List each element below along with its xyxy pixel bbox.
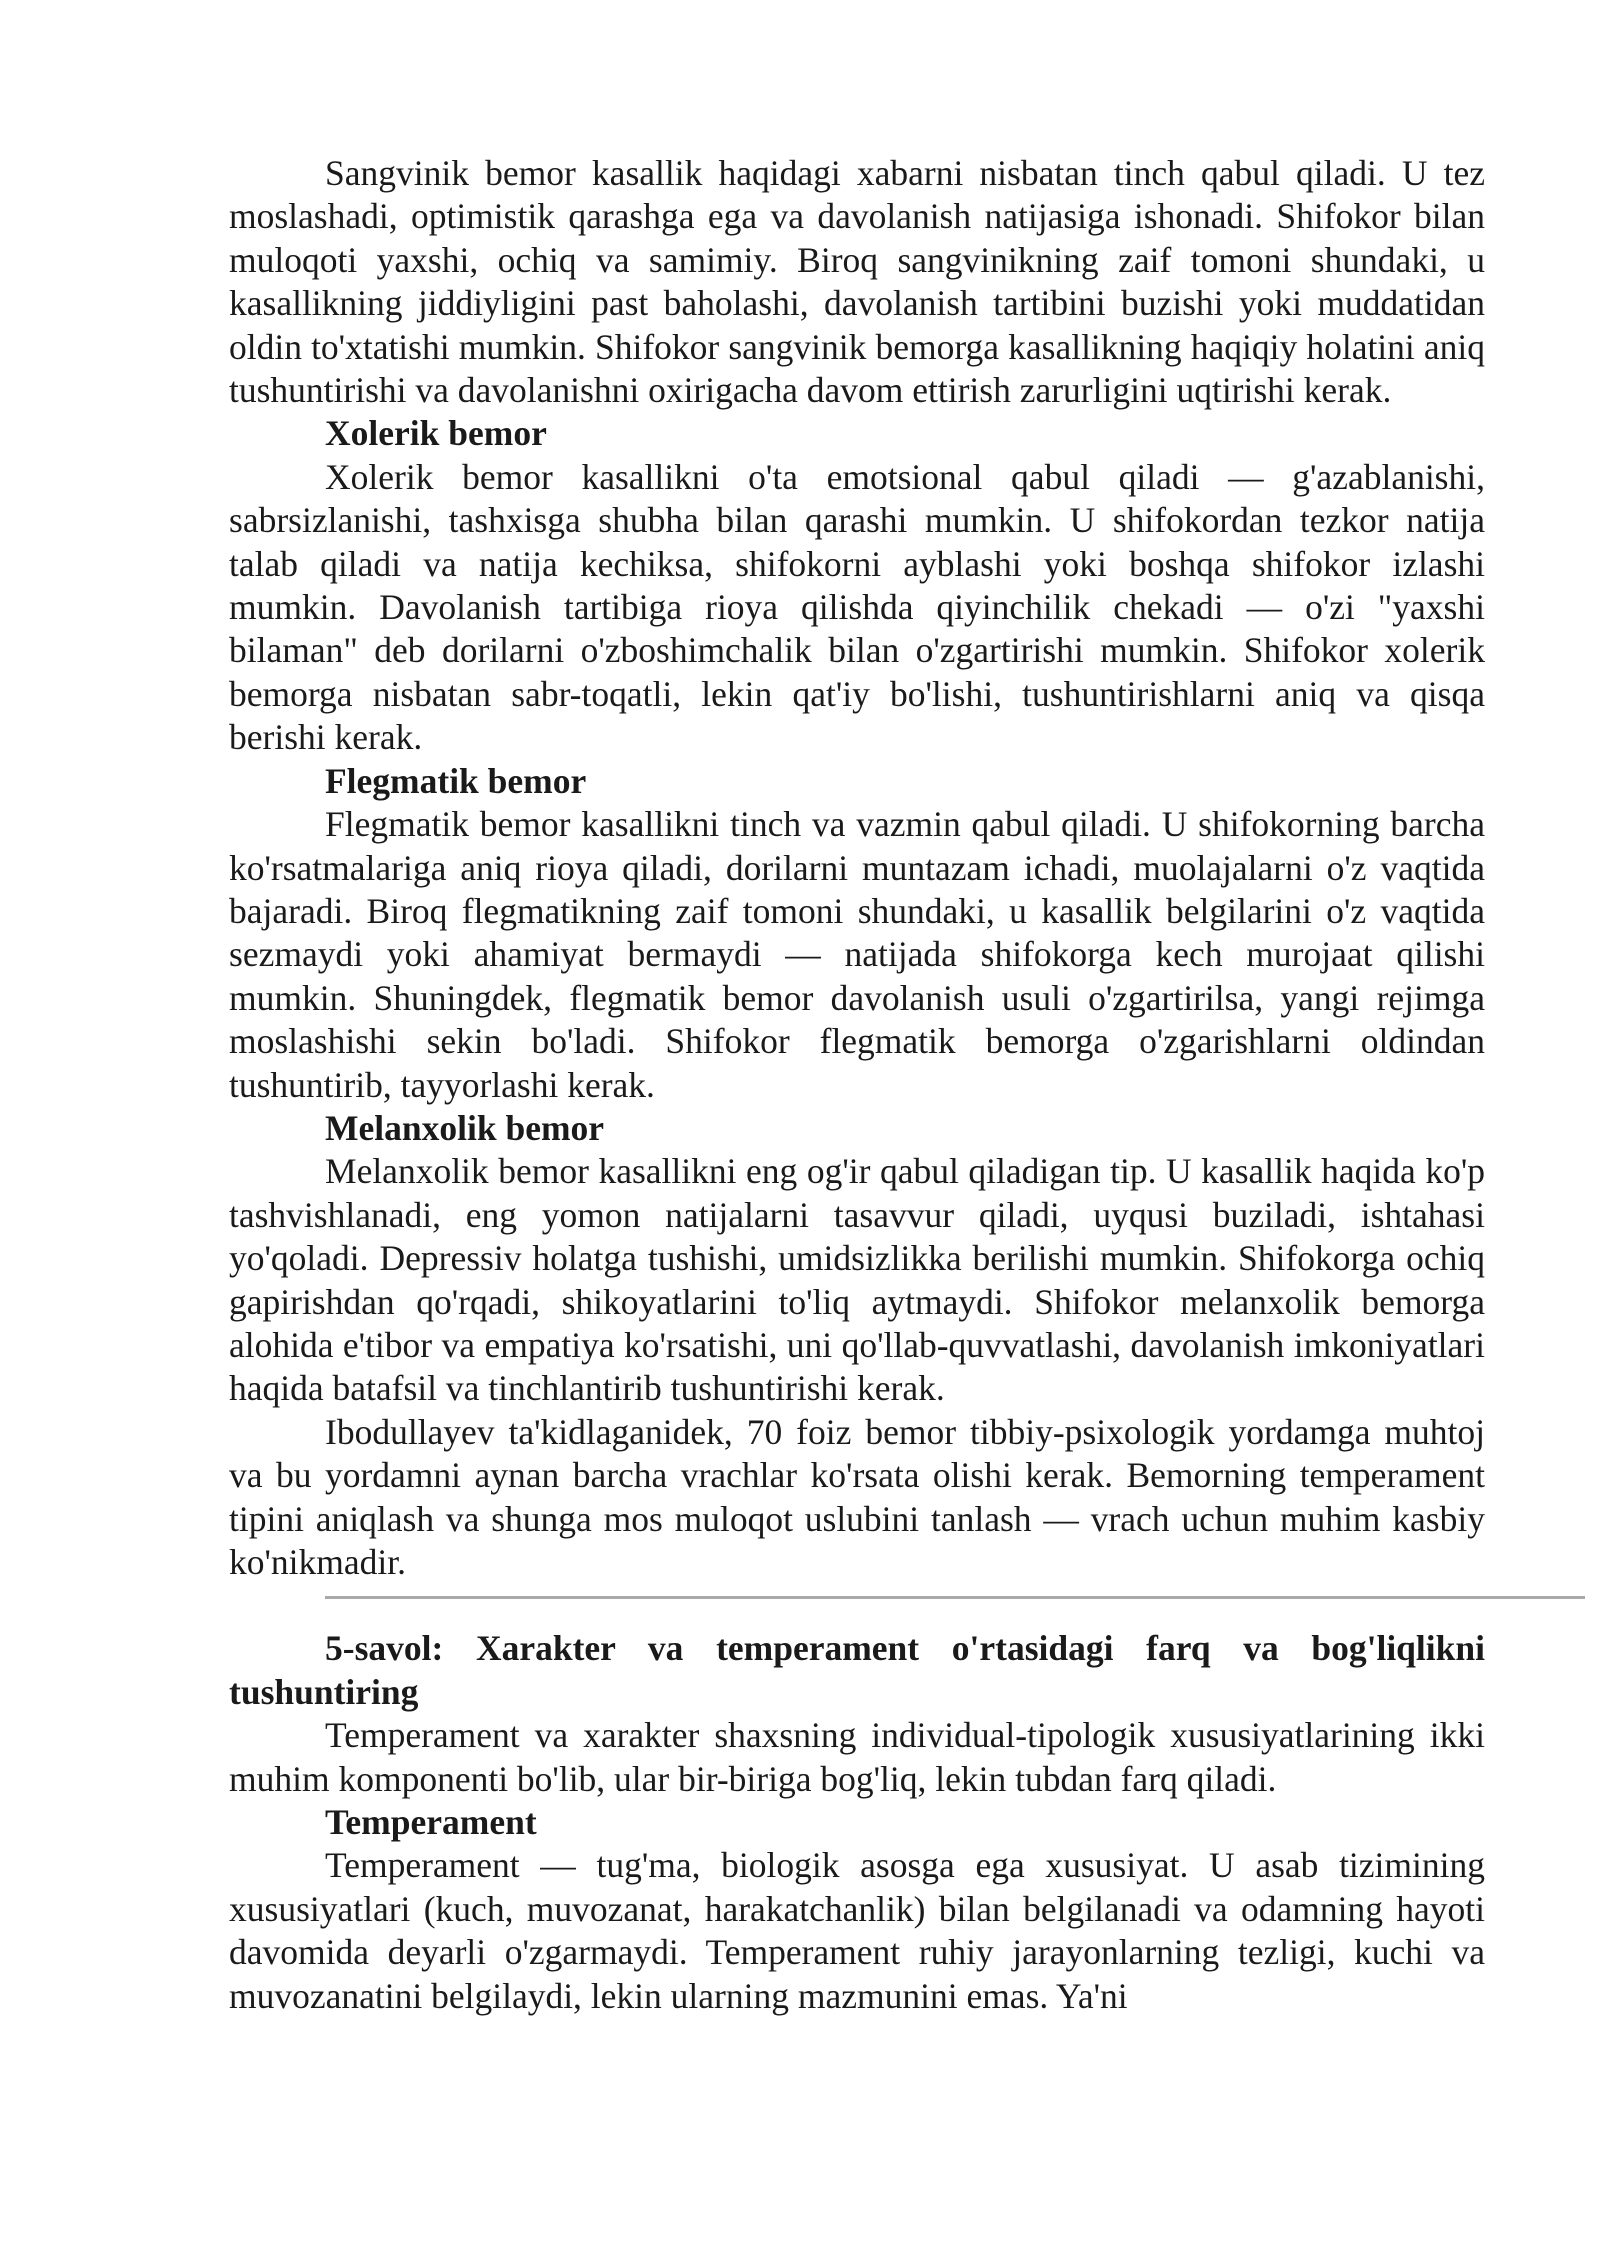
melanxolik-heading: Melanxolik bemor <box>325 1107 605 1148</box>
melanxolik-paragraph: Melanxolik bemor kasallikni eng og'ir qabul qiladigan tip. U kasallik haqida ko'p tashvishlanadi, eng yomon natijalarni tasavvur qiladi, uyqusi buziladi, ishtahasi yo'qoladi. Depressiv holatga tushishi, umidsizlikka berilishi mumkin. Shifokorga ochiq gapirishdan qo'rqadi, shikoyatlarini to'liq aytmaydi. Shifokor melanxolik bemorga alohida e'tibor va empatiya ko'rsatishi, uni qo'llab-quvvatlashi, davolanish imkoniyatlari haqida batafsil va tinchlantirib tushuntirishi kerak. <box>229 1151 1485 1409</box>
xolerik-heading: Xolerik bemor <box>325 413 547 454</box>
temperament-heading: Temperament <box>325 1802 537 1843</box>
horizontal-rule <box>325 1596 1585 1599</box>
ibodullayev-paragraph: Ibodullayev ta'kidlaganidek, 70 foiz bemor tibbiy-psixologik yordamga muhtoj va bu yordamni aynan barcha vrachlar ko'rsata olishi kerak. Bemorning temperament tipini aniqlash va shunga mos muloqot uslubini tanlash — vrach uchun muhim kasbiy ko'nikmadir. <box>229 1411 1485 1582</box>
flegmatik-paragraph: Flegmatik bemor kasallikni tinch va vazmin qabul qiladi. U shifokorning barcha ko'rsatmalariga aniq rioya qiladi, dorilarni muntazam ichadi, muolajalarni o'z vaqtida bajaradi. Biroq flegmatikning zaif tomoni shundaki, u kasallik belgilarini o'z vaqtida sezmaydi yoki ahamiyat bermaydi — natijada shifokorga kech murojaat qilishi mumkin. Shuningdek, flegmatik bemor davolanish usuli o'zgartirilsa, yangi rejimga moslashishi sekin bo'ladi. Shifokor flegmatik bemorga o'zgarishlarni oldindan tushuntirib, tayyorlashi kerak. <box>229 804 1485 1105</box>
temperament-xarakter-intro: Temperament va xarakter shaxsning individual-tipologik xususiyatlarining ikki muhim komponenti bo'lib, ular bir-biriga bog'liq, lekin tubdan farq qiladi. <box>229 1715 1485 1799</box>
sangvinik-paragraph: Sangvinik bemor kasallik haqidagi xabarni nisbatan tinch qabul qiladi. U tez moslashadi, optimistik qarashga ega va davolanish natijasiga ishonadi. Shifokor bilan muloqoti yaxshi, ochiq va samimiy. Biroq sangvinikning zaif tomoni shundaki, u kasallikning jiddiyligini past baholashi, davolanish tartibini buzishi yoki muddatidan oldin to'xtatishi mumkin. Shifokor sangvinik bemorga kasallikning haqiqiy holatini aniq tushuntirishi va davolanishni oxirigacha davom ettirish zarurligini uqtirishi kerak. <box>229 153 1485 411</box>
question-5-heading: 5-savol: Xarakter va temperament o'rtasidagi farq va bog'liqlikni tushuntiring <box>229 1628 1485 1712</box>
document-page <box>229 152 1485 2018</box>
section-divider <box>229 1584 1485 1627</box>
temperament-paragraph: Temperament — tug'ma, biologik asosga ega xususiyat. U asab tizimining xususiyatlari (kuch, muvozanat, harakatchanlik) bilan belgilanadi va odamning hayoti davomida deyarli o'zgarmaydi. Temperament ruhiy jarayonlarning tezligi, kuchi va muvozanatini belgilaydi, lekin ularning mazmunini emas. Ya'ni <box>229 1845 1485 2016</box>
xolerik-paragraph: Xolerik bemor kasallikni o'ta emotsional qabul qiladi — g'azablanishi, sabrsizlanishi, tashxisga shubha bilan qarashi mumkin. U shifokordan tezkor natija talab qiladi va natija kechiksa, shifokorni ayblashi yoki boshqa shifokor izlashi mumkin. Davolanish tartibiga rioya qilishda qiyinchilik chekadi — o'zi "yaxshi bilaman" deb dorilarni o'zboshimchalik bilan o'zgartirishi mumkin. Shifokor xolerik bemorga nisbatan sabr-toqatli, lekin qat'iy bo'lishi, tushuntirishlarni aniq va qisqa berishi kerak. <box>229 456 1485 758</box>
flegmatik-heading: Flegmatik bemor <box>325 760 587 801</box>
